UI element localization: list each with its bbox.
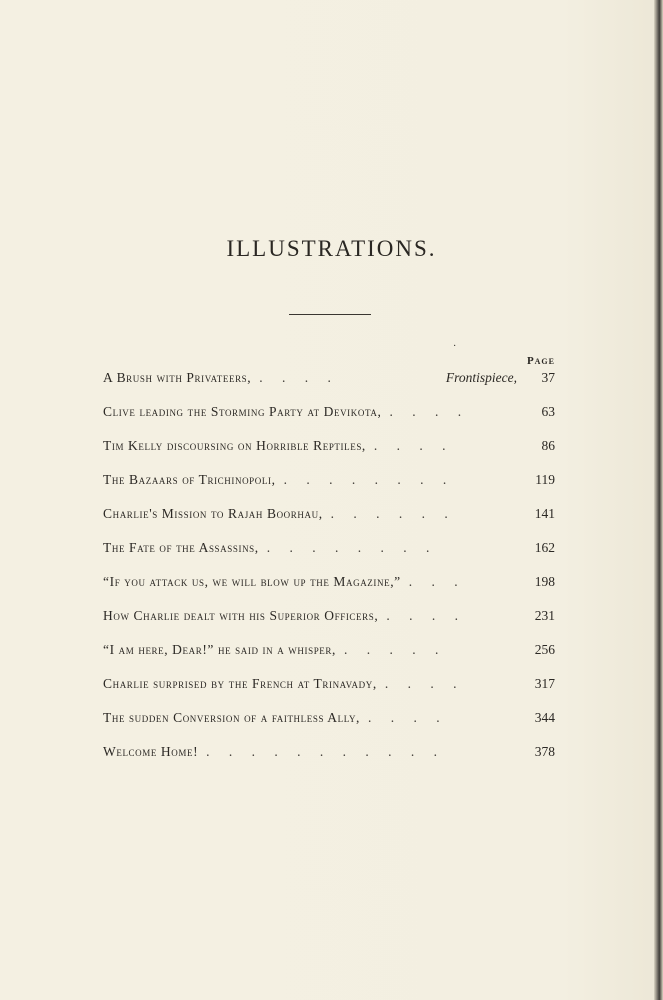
entry-note: Frontispiece, — [445, 370, 517, 385]
dot-leader: . . . . — [389, 404, 470, 419]
list-item — [103, 640, 555, 674]
dot-leader: . . . — [408, 574, 466, 589]
ink-speck: · — [453, 341, 457, 352]
entry-label: “If you attack us, we will blow up the Magazine,” — [103, 574, 401, 589]
entry-label: Charlie surprised by the French at Trinavady, — [103, 676, 377, 691]
list-item — [103, 538, 555, 572]
list-item — [103, 606, 555, 640]
dot-leader: . . . . — [259, 370, 339, 385]
entry-page: 378 — [534, 744, 555, 759]
entry-page: 317 — [534, 676, 555, 691]
entry-page: 86 — [541, 438, 555, 453]
list-item — [103, 572, 555, 606]
list-item — [103, 368, 555, 402]
list-item — [103, 436, 555, 470]
entry-page: 231 — [534, 608, 555, 623]
entry-label: The sudden Conversion of a faithless Ally, — [103, 710, 361, 725]
page-column-header: Page — [526, 355, 555, 367]
entry-page: 37 — [541, 370, 555, 385]
list-item — [103, 674, 555, 708]
list-item — [103, 402, 555, 436]
entry-label: “I am here, Dear!” he said in a whisper, — [103, 642, 336, 657]
entry-page: 198 — [534, 574, 555, 589]
list-item — [103, 742, 555, 776]
entry-page: 141 — [534, 506, 555, 521]
page-title: ILLUSTRATIONS. — [226, 236, 437, 261]
entry-label: Welcome Home! — [103, 744, 199, 759]
dot-leader: . . . . — [368, 710, 448, 725]
entry-label: How Charlie dealt with his Superior Officers, — [103, 608, 379, 623]
entry-page: 256 — [534, 642, 555, 657]
dot-leader: . . . . . . . . — [283, 472, 455, 487]
entry-page: 63 — [541, 404, 555, 419]
dot-leader: . . . . . — [343, 642, 447, 657]
dot-leader: . . . . — [384, 676, 465, 691]
illustrations-list — [103, 368, 555, 776]
list-item — [103, 504, 555, 538]
entry-label: A Brush with Privateers, — [103, 370, 252, 385]
entry-label: The Fate of the Assassins, — [103, 540, 259, 555]
entry-label: Tim Kelly discoursing on Horrible Reptiles, — [103, 438, 366, 453]
dot-leader: . . . . — [386, 608, 466, 623]
entry-page: 344 — [534, 710, 555, 725]
title-rule — [289, 314, 371, 315]
dot-leader: . . . . . . . . — [266, 540, 438, 555]
entry-label: Clive leading the Storming Party at Devikota, — [103, 404, 382, 419]
entry-label: Charlie's Mission to Rajah Boorhau, — [103, 506, 323, 521]
entry-page: 119 — [535, 472, 555, 487]
dot-leader: . . . . . . . . . . . — [206, 744, 446, 759]
list-item — [103, 470, 555, 504]
dot-leader: . . . . . . — [330, 506, 456, 521]
page-edge — [654, 0, 663, 1000]
dot-leader: . . . . — [373, 438, 454, 453]
entry-label: The Bazaars of Trichinopoli, — [103, 472, 276, 487]
entry-page: 162 — [534, 540, 555, 555]
list-item — [103, 708, 555, 742]
